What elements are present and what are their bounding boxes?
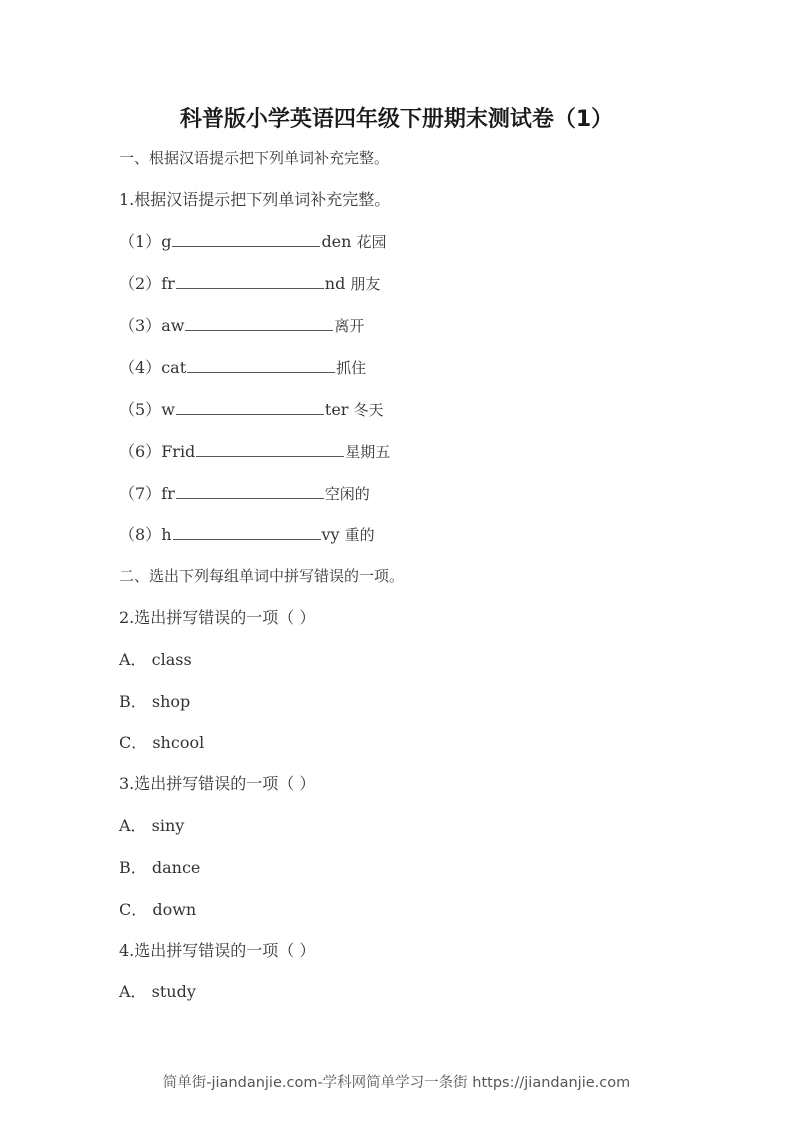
item-number: （1） — [119, 232, 162, 251]
option-label: A． — [119, 650, 147, 669]
item-hint: 花园 — [356, 233, 387, 251]
question4-option-a[interactable] — [119, 982, 196, 1002]
footer-watermark: 简单街-jiandanjie.com-学科网简单学习一条街 https://jiandanjie.com — [162, 1075, 631, 1091]
item-suffix: ter — [324, 400, 349, 419]
option-text: dance — [151, 858, 201, 877]
question2-option-c[interactable] — [119, 733, 204, 753]
fill-item-6 — [119, 442, 390, 462]
question2-option-a[interactable] — [119, 650, 192, 670]
item-prefix: fr — [161, 484, 175, 503]
item-number: （8） — [119, 525, 162, 544]
question3-option-c[interactable] — [119, 900, 196, 920]
question3-option-a[interactable] — [119, 816, 184, 836]
option-text: study — [151, 982, 196, 1001]
item-suffix: nd — [324, 274, 346, 293]
item-hint: 重的 — [344, 526, 375, 544]
item-number: （2） — [119, 274, 162, 293]
item-hint: 抓住 — [336, 359, 367, 377]
item-suffix: vy — [321, 525, 340, 544]
question2-option-b[interactable] — [119, 692, 190, 712]
item-hint: 冬天 — [353, 401, 384, 419]
item-prefix: g — [161, 232, 172, 251]
fill-item-7 — [119, 484, 370, 504]
fill-item-3 — [119, 316, 364, 336]
item-number: （5） — [119, 400, 162, 419]
option-text: shop — [151, 692, 191, 711]
answer-blank[interactable] — [172, 245, 320, 247]
option-label: C． — [119, 900, 148, 919]
option-text: siny — [151, 816, 185, 835]
item-number: （6） — [119, 442, 162, 461]
item-prefix: h — [161, 525, 172, 544]
item-hint: 朋友 — [350, 275, 381, 293]
item-prefix: Frid — [161, 442, 196, 461]
option-text: shcool — [152, 733, 205, 752]
answer-blank[interactable] — [176, 497, 324, 499]
document-title: 科普版小学英语四年级下册期末测试卷（1） — [179, 107, 614, 132]
question1-prompt: 1.根据汉语提示把下列单词补充完整。 — [119, 190, 391, 209]
option-label: B． — [119, 692, 147, 711]
question3-option-b[interactable] — [119, 858, 200, 878]
item-hint: 空闲的 — [324, 485, 370, 503]
answer-blank[interactable] — [176, 287, 324, 289]
answer-blank[interactable] — [196, 455, 344, 457]
item-hint: 星期五 — [345, 443, 391, 461]
question3-prompt: 3.选出拼写错误的一项（ ） — [119, 774, 316, 793]
item-number: （7） — [119, 484, 162, 503]
option-label: B． — [119, 858, 147, 877]
answer-blank[interactable] — [176, 413, 324, 415]
fill-item-4 — [119, 358, 366, 378]
option-text: down — [152, 900, 197, 919]
fill-item-1 — [119, 232, 387, 252]
item-prefix: aw — [161, 316, 185, 335]
item-prefix: w — [161, 400, 175, 419]
option-text: class — [151, 650, 192, 669]
question4-prompt: 4.选出拼写错误的一项（ ） — [119, 941, 316, 960]
fill-item-2 — [119, 274, 380, 294]
item-number: （3） — [119, 316, 162, 335]
section2-heading: 二、选出下列每组单词中拼写错误的一项。 — [119, 567, 405, 585]
fill-item-5 — [119, 400, 384, 420]
item-prefix: cat — [161, 358, 187, 377]
answer-blank[interactable] — [185, 329, 333, 331]
item-number: （4） — [119, 358, 162, 377]
item-prefix: fr — [161, 274, 175, 293]
option-label: A． — [119, 982, 147, 1001]
item-hint: 离开 — [334, 317, 365, 335]
item-suffix: den — [321, 232, 352, 251]
option-label: A． — [119, 816, 147, 835]
option-label: C． — [119, 733, 148, 752]
answer-blank[interactable] — [173, 538, 321, 540]
question2-prompt: 2.选出拼写错误的一项（ ） — [119, 608, 316, 627]
fill-item-8 — [119, 525, 375, 545]
answer-blank[interactable] — [187, 371, 335, 373]
section1-heading: 一、根据汉语提示把下列单词补充完整。 — [119, 149, 390, 167]
